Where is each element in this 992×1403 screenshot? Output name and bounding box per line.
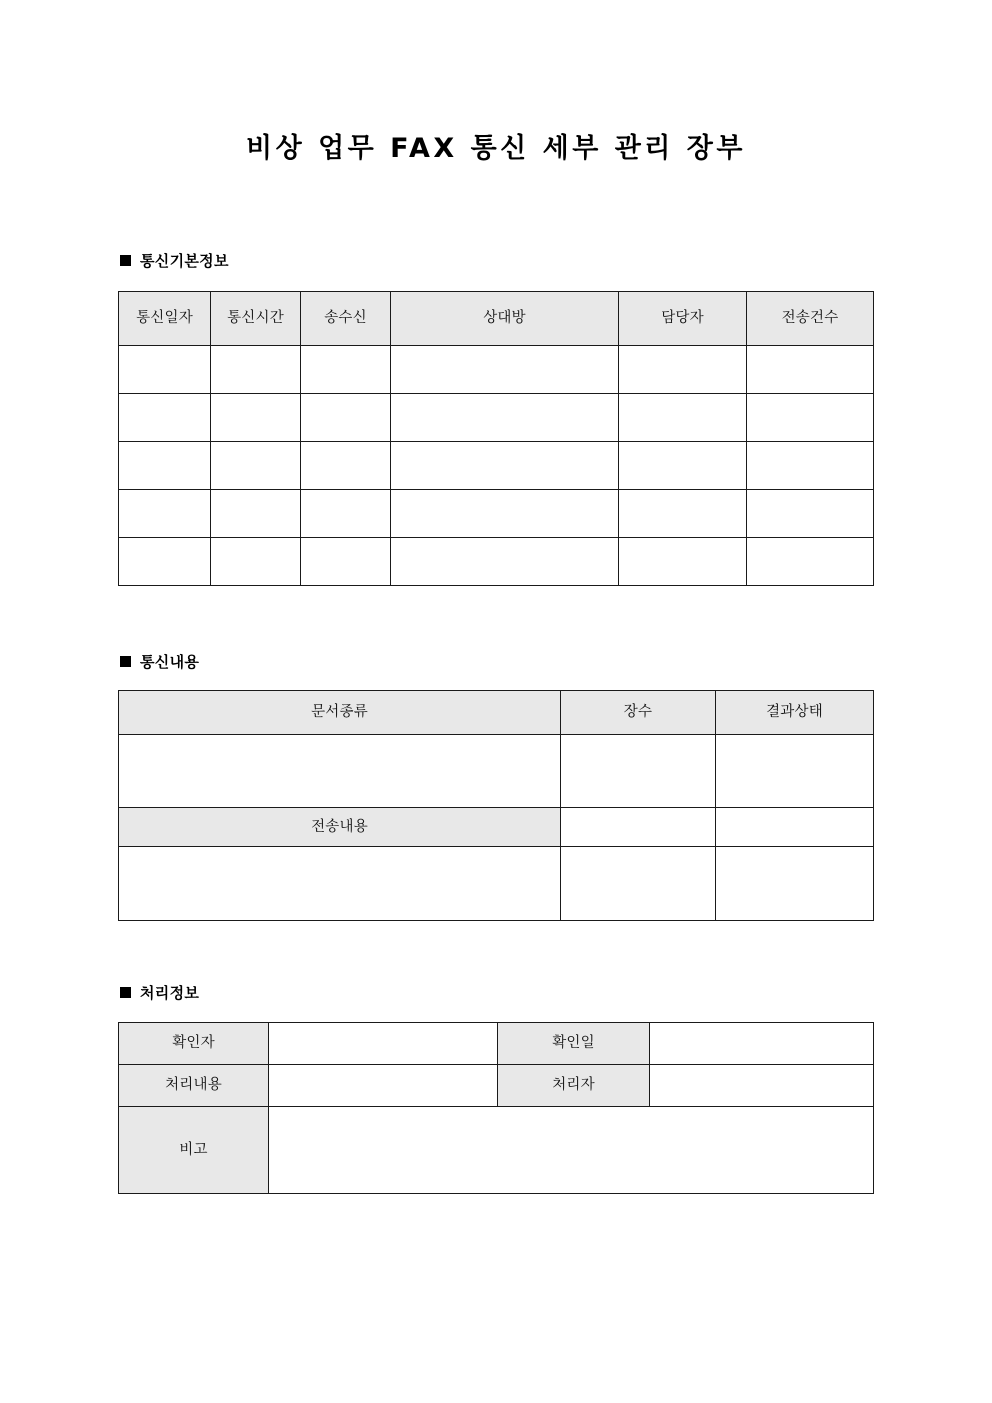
section-heading-comm-content-label: 통신내용 — [140, 653, 200, 671]
table-row — [119, 442, 874, 490]
cell-comm-date[interactable] — [119, 442, 211, 490]
cell-comm-time[interactable] — [211, 538, 301, 586]
row-header-confirmer: 확인자 — [119, 1023, 269, 1065]
column-header-send-receive: 송수신 — [301, 292, 391, 346]
cell-confirm-date-value[interactable] — [650, 1023, 874, 1065]
cell-send-receive[interactable] — [301, 394, 391, 442]
table-row — [119, 346, 874, 394]
cell-comm-date[interactable] — [119, 346, 211, 394]
cell-result-status[interactable] — [716, 735, 874, 808]
cell-page-count[interactable] — [561, 735, 716, 808]
cell-counterpart[interactable] — [391, 394, 619, 442]
cell-result-status[interactable] — [716, 847, 874, 921]
section-heading-basic-info-label: 통신기본정보 — [140, 252, 229, 270]
table-row — [119, 847, 874, 921]
table-header-row — [119, 691, 874, 735]
cell-comm-date[interactable] — [119, 538, 211, 586]
cell-transmission-content[interactable] — [119, 847, 561, 921]
cell-transmission-count[interactable] — [747, 538, 874, 586]
column-header-comm-time: 통신시간 — [211, 292, 301, 346]
black-square-bullet-icon — [120, 255, 131, 266]
section-heading-basic-info — [120, 250, 229, 271]
cell-processor-value[interactable] — [650, 1065, 874, 1107]
cell-comm-time[interactable] — [211, 394, 301, 442]
cell-comm-date[interactable] — [119, 394, 211, 442]
table-row — [119, 735, 874, 808]
cell-send-receive[interactable] — [301, 538, 391, 586]
column-header-page-count: 장수 — [561, 691, 716, 735]
table-basic-info — [118, 291, 874, 586]
cell-send-receive[interactable] — [301, 346, 391, 394]
cell-comm-time[interactable] — [211, 442, 301, 490]
cell-person-in-charge[interactable] — [619, 490, 747, 538]
page-title: 비상 업무 FAX 통신 세부 관리 장부 — [246, 133, 746, 164]
cell-person-in-charge[interactable] — [619, 394, 747, 442]
table-comm-content — [118, 690, 874, 921]
column-header-person-in-charge: 담당자 — [619, 292, 747, 346]
row-header-processor: 처리자 — [498, 1065, 650, 1107]
cell-transmission-count[interactable] — [747, 490, 874, 538]
table-row — [119, 808, 874, 847]
black-square-bullet-icon — [120, 656, 131, 667]
cell-counterpart[interactable] — [391, 538, 619, 586]
table-row — [119, 1023, 874, 1065]
section-heading-process-info — [120, 982, 199, 1003]
row-header-transmission-content: 전송내용 — [119, 808, 561, 847]
column-header-counterpart: 상대방 — [391, 292, 619, 346]
column-header-result-status: 결과상태 — [716, 691, 874, 735]
cell-page-count[interactable] — [561, 847, 716, 921]
table-header-row — [119, 292, 874, 346]
cell-result-status[interactable] — [716, 808, 874, 847]
table-row — [119, 394, 874, 442]
cell-transmission-count[interactable] — [747, 346, 874, 394]
cell-counterpart[interactable] — [391, 442, 619, 490]
column-header-document-type: 문서종류 — [119, 691, 561, 735]
cell-send-receive[interactable] — [301, 490, 391, 538]
column-header-transmission-count: 전송건수 — [747, 292, 874, 346]
table-row — [119, 490, 874, 538]
column-header-comm-date: 통신일자 — [119, 292, 211, 346]
table-row — [119, 538, 874, 586]
cell-remarks-value[interactable] — [269, 1107, 874, 1194]
section-heading-comm-content — [120, 651, 199, 672]
table-row — [119, 1065, 874, 1107]
cell-counterpart[interactable] — [391, 490, 619, 538]
cell-process-content-value[interactable] — [269, 1065, 498, 1107]
cell-comm-time[interactable] — [211, 346, 301, 394]
cell-document-type[interactable] — [119, 735, 561, 808]
row-header-process-content: 처리내용 — [119, 1065, 269, 1107]
table-process-info — [118, 1022, 874, 1194]
row-header-confirm-date: 확인일 — [498, 1023, 650, 1065]
cell-transmission-count[interactable] — [747, 394, 874, 442]
cell-comm-date[interactable] — [119, 490, 211, 538]
cell-confirmer-value[interactable] — [269, 1023, 498, 1065]
cell-person-in-charge[interactable] — [619, 538, 747, 586]
cell-page-count[interactable] — [561, 808, 716, 847]
cell-counterpart[interactable] — [391, 346, 619, 394]
section-heading-process-info-label: 처리정보 — [140, 984, 200, 1002]
cell-person-in-charge[interactable] — [619, 346, 747, 394]
cell-person-in-charge[interactable] — [619, 442, 747, 490]
cell-comm-time[interactable] — [211, 490, 301, 538]
row-header-remarks: 비고 — [119, 1107, 269, 1194]
cell-send-receive[interactable] — [301, 442, 391, 490]
cell-transmission-count[interactable] — [747, 442, 874, 490]
black-square-bullet-icon — [120, 987, 131, 998]
table-row — [119, 1107, 874, 1194]
